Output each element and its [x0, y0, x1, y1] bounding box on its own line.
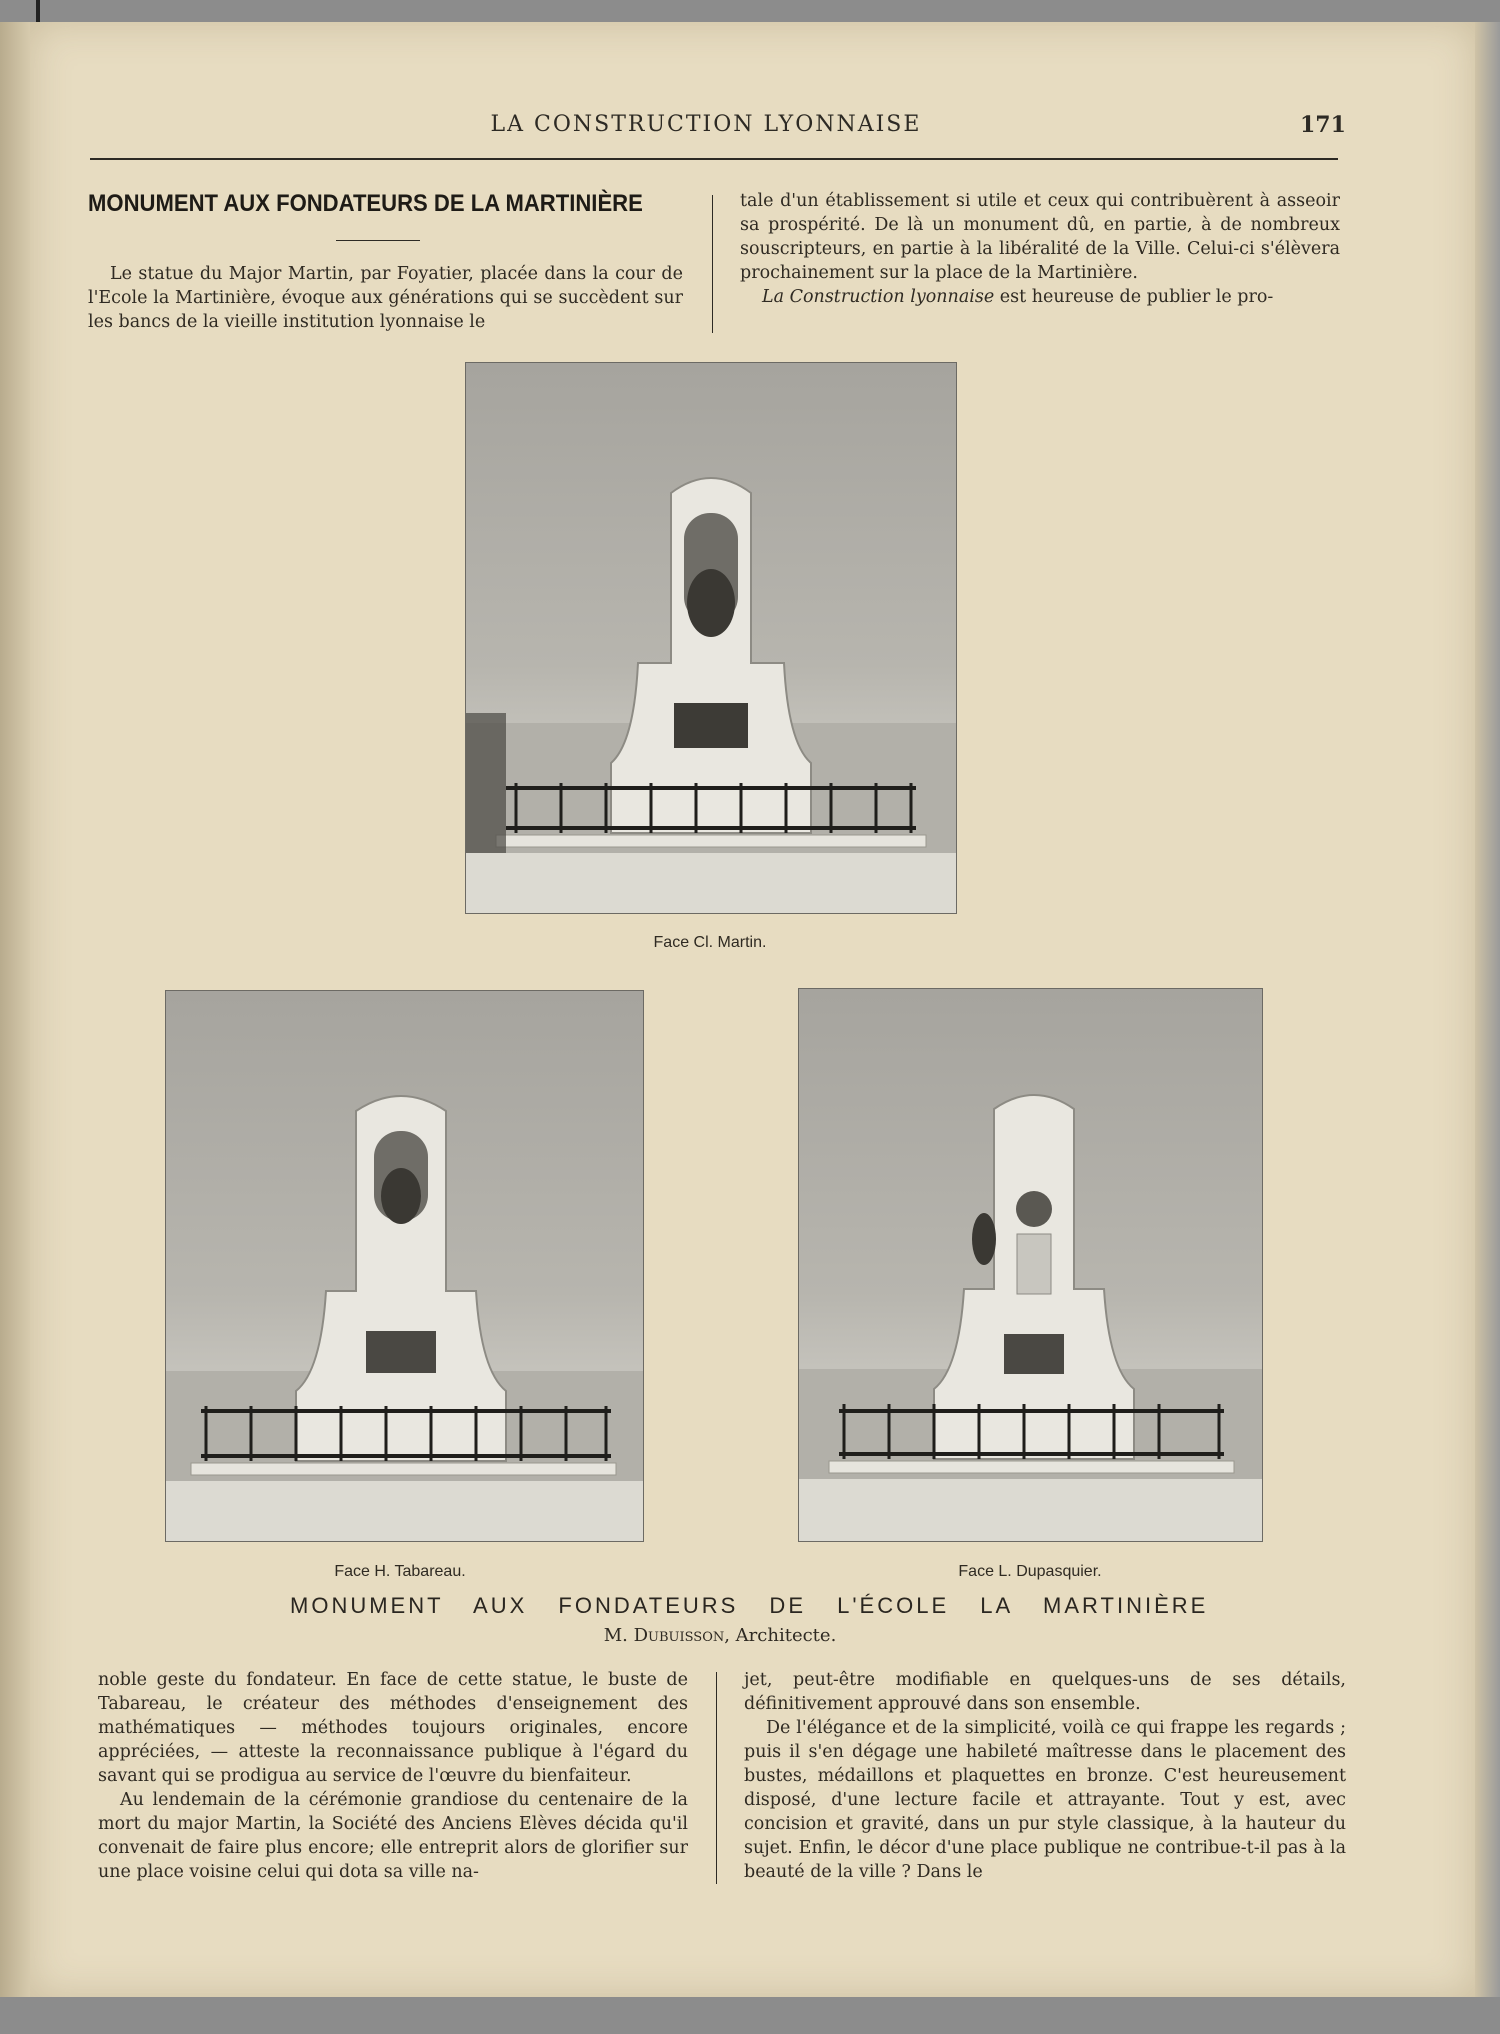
monument-illustration [799, 989, 1262, 1541]
publication-name: La Construction lyonnaise [762, 287, 995, 307]
running-header: LA CONSTRUCTION LYONNAISE [490, 112, 922, 137]
page-number: 171 [1300, 112, 1346, 138]
bottom-left-paragraph-2: Au lendemain de la cérémonie grandiose du centenaire de la mort du major Martin, la Société des Anciens Elèves décida qu'il convenait de faire plus encore; elle entreprit alors de glorifier sur une place voisine celui qui dota sa ville na- [98, 1790, 688, 1882]
top-right-paragraph-2-rest: est heureuse de publier le pro- [994, 287, 1274, 307]
architect-name: Dubuisson [633, 1625, 725, 1646]
title-underline [336, 240, 420, 241]
figure-main-title: MONUMENT AUX FONDATEURS DE L'ÉCOLE LA MARTINIÈRE [290, 1593, 1209, 1618]
caption-face-dupasquier: Face L. Dupasquier. [958, 1563, 1102, 1580]
architect-prefix: M. [603, 1625, 634, 1646]
top-left-column [88, 262, 683, 334]
book-right-edge [1475, 22, 1500, 1997]
architect-credit [560, 1625, 880, 1646]
top-left-paragraph: Le statue du Major Martin, par Foyatier, placée dans la cour de l'Ecole la Martinière, évoque aux générations qui se succèdent sur les bancs de la vieille institution lyonnaise le [88, 264, 683, 332]
bottom-left-column [98, 1668, 688, 1884]
monument-illustration [466, 363, 956, 913]
photo-face-dupasquier [798, 988, 1263, 1542]
article-title: MONUMENT AUX FONDATEURS DE LA MARTINIÈRE [88, 190, 643, 217]
bottom-right-paragraph-2: De l'élégance et de la simplicité, voilà ce qui frappe les regards ; puis il s'en dégage une habileté maîtresse dans le placement des bustes, médaillons et plaquettes en bronze. C'est heureusement disposé, d'une lecture facile et attrayante. Tout y est, avec concision et gravité, dans un pur style classique, à la hauteur du sujet. Enfin, le décor d'une place publique ne contribue-t-il pas à la beauté de la ville ? Dans le [744, 1718, 1346, 1882]
monument-illustration [166, 991, 643, 1541]
column-divider-top [712, 195, 713, 333]
top-right-column [740, 189, 1340, 309]
caption-face-tabareau: Face H. Tabareau. [334, 1563, 466, 1580]
bottom-left-paragraph-1: noble geste du fondateur. En face de cette statue, le buste de Tabareau, le créateur des méthodes d'enseignement des mathématiques — méthodes toujours originales, encore appréciées, — atteste la reconnaissance publique à l'égard du savant qui se prodigua au service de l'œuvre du bienfaiteur. [98, 1670, 688, 1786]
photo-face-martin [465, 362, 957, 914]
bottom-right-paragraph-1: jet, peut-être modifiable en quelques-uns de ses détails, définitivement approuvé dans son ensemble. [744, 1670, 1346, 1714]
caption-face-martin: Face Cl. Martin. [653, 934, 767, 951]
header-rule [90, 158, 1338, 160]
photo-face-tabareau [165, 990, 644, 1542]
top-right-paragraph-2 [740, 285, 1340, 309]
book-left-edge [0, 22, 32, 1997]
architect-suffix: , Architecte. [724, 1625, 837, 1646]
top-right-paragraph-1: tale d'un établissement si utile et ceux qui contribuèrent à asseoir sa prospérité. De là un monument dû, en partie, à de nombreux souscripteurs, en partie à la libéralité de la Ville. Celui-ci s'élèvera prochainement sur la place de la Martinière. [740, 191, 1340, 283]
bottom-right-column [744, 1668, 1346, 1884]
column-divider-bottom [716, 1672, 717, 1884]
